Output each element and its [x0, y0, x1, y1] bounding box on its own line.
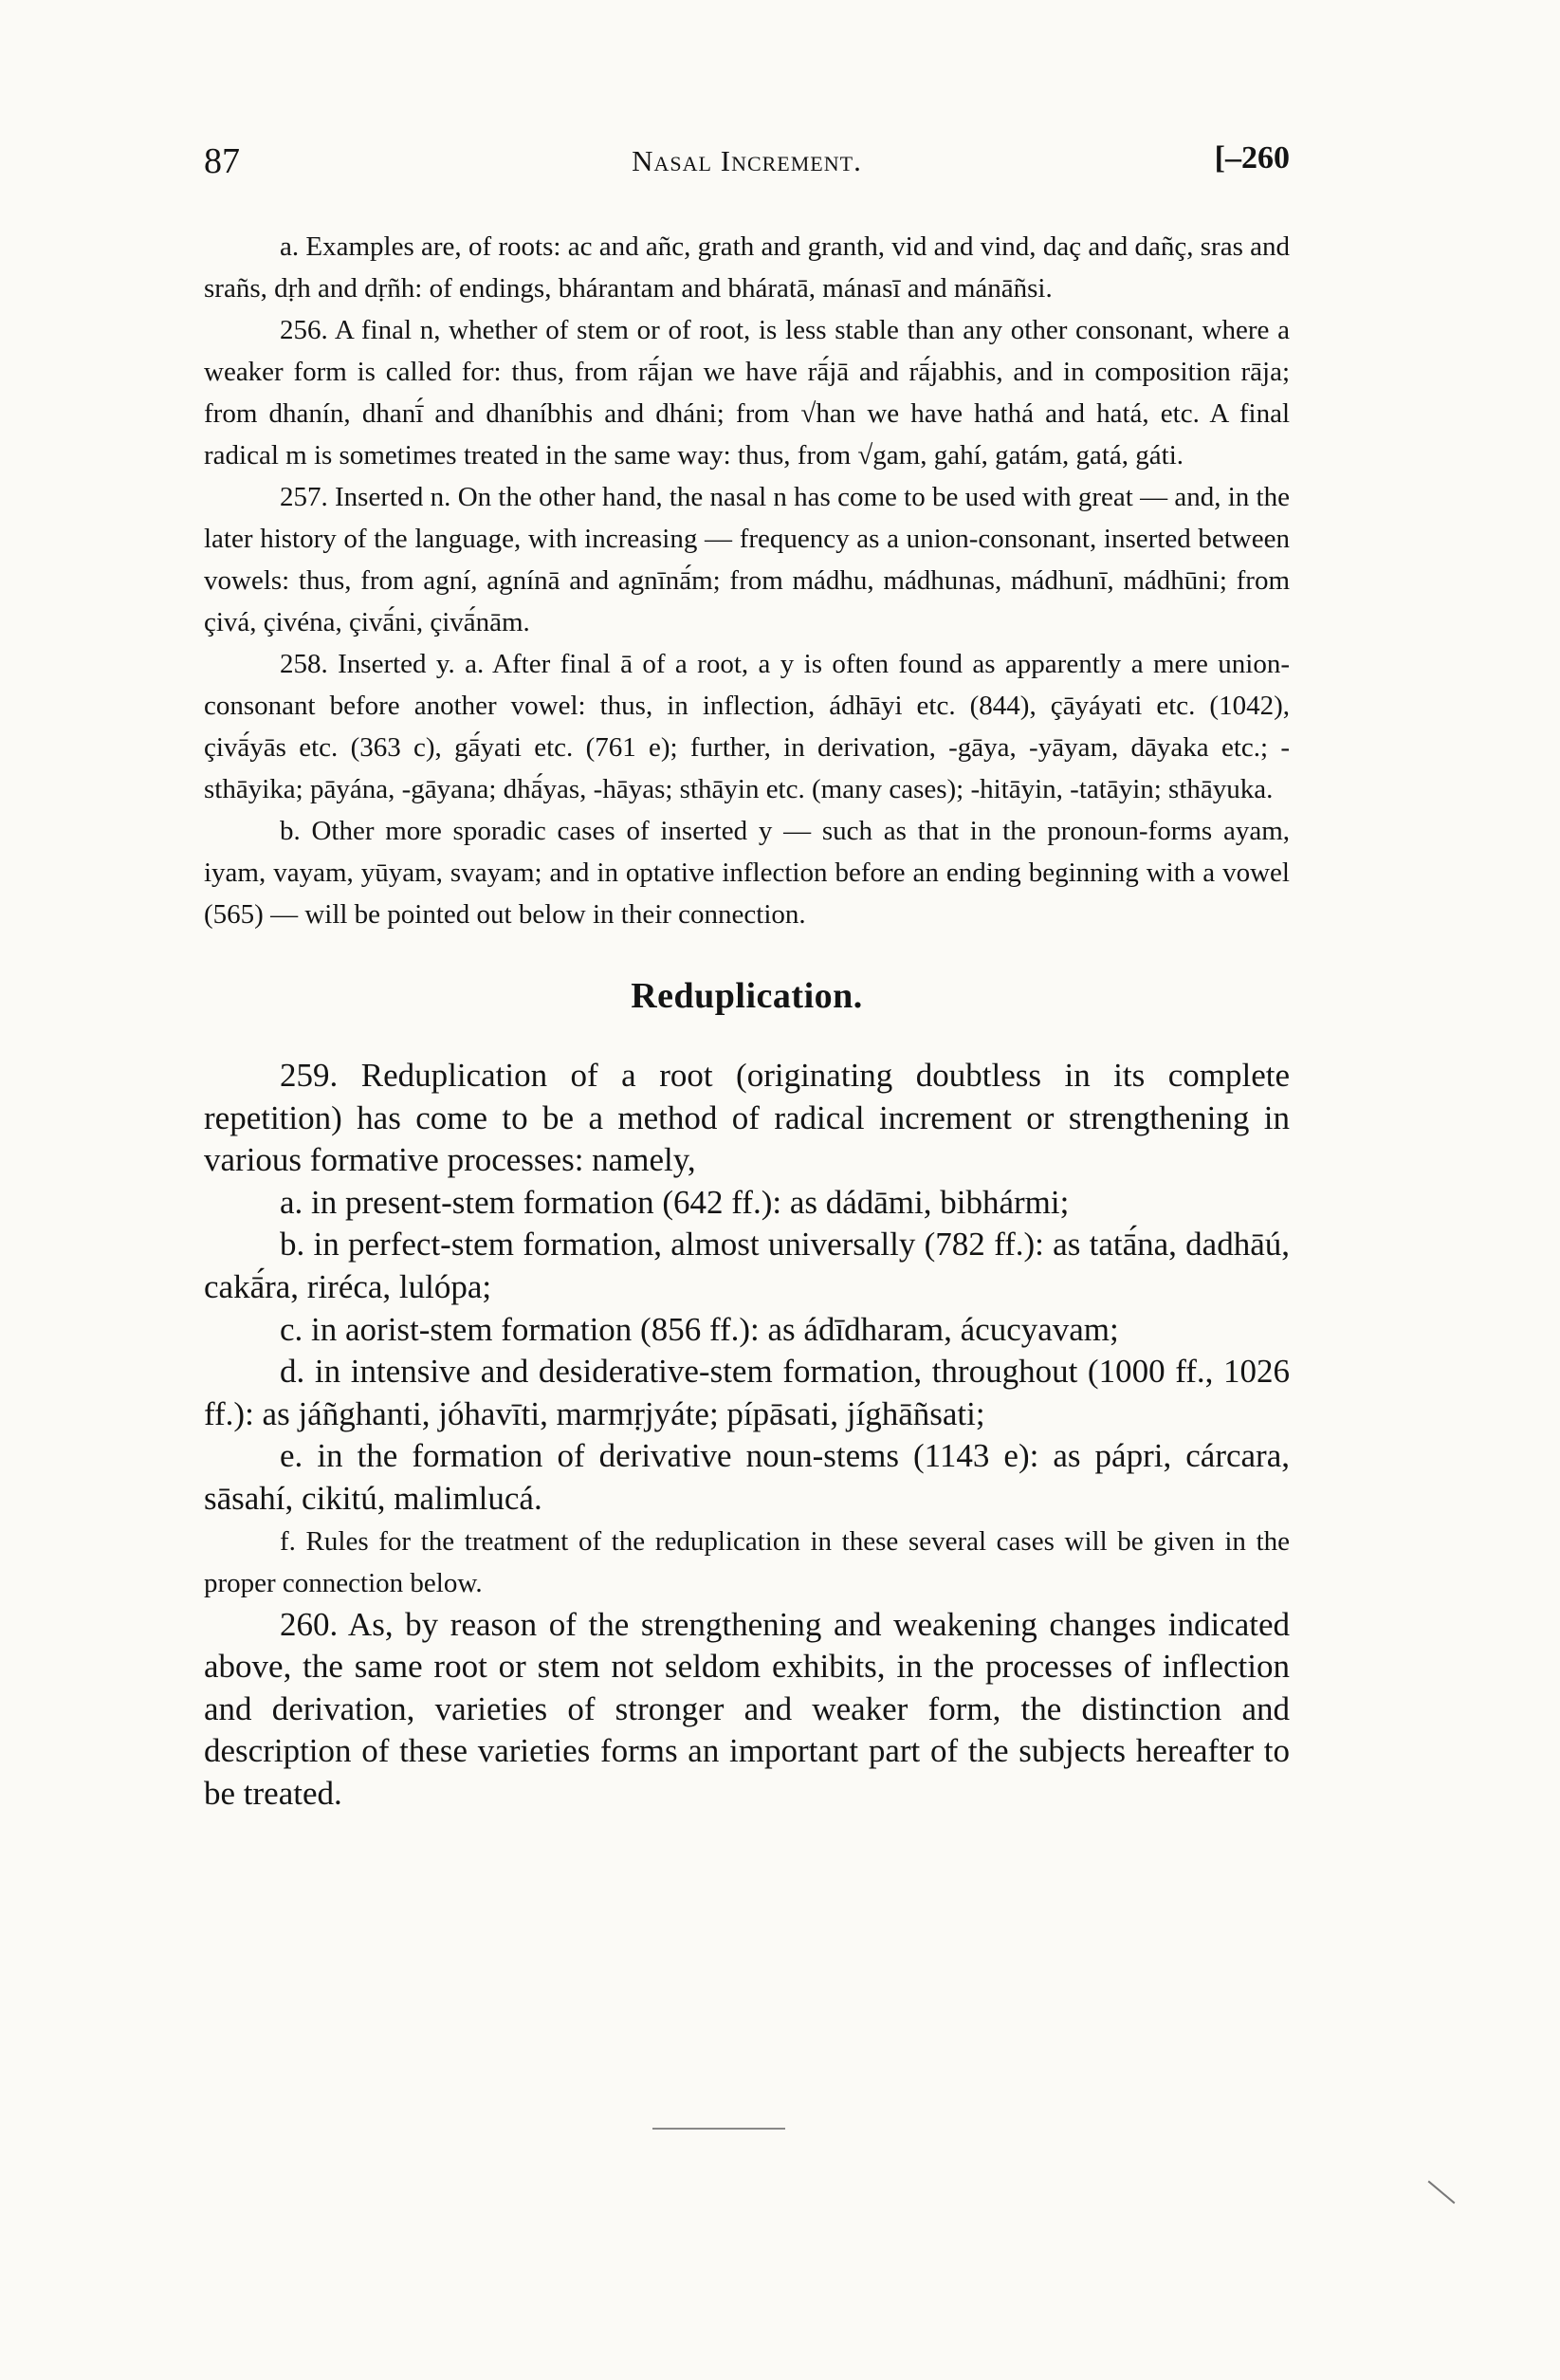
paragraph-259d: d. in intensive and desiderative-stem formation, throughout (1000 ff., 1026 ff.): as jáñghanti, jóhavīti, marmṛjyáte; pípāsati, jíghāñsati; [204, 1353, 1290, 1432]
paragraph-259f: f. Rules for the treatment of the reduplication in these several cases will be given in the proper connection below. [204, 1525, 1290, 1598]
page-number: 87 [204, 141, 240, 181]
section-heading: Reduplication. [631, 976, 863, 1016]
scan-mark [1428, 2181, 1456, 2205]
paragraph-259e: e. in the formation of derivative noun-stems (1143 e): as pápri, cárcara, sāsahí, cikitú, malimlucá. [204, 1437, 1290, 1517]
section-range: [–260 [1214, 140, 1290, 175]
paragraph-259c: c. in aorist-stem formation (856 ff.): as ádīdharam, ácucyavam; [280, 1310, 1119, 1348]
paragraph-259: 259. Reduplication of a root (originating doubtless in its complete repetition) has come to be a method of radical increment or strengthening in various formative processes: namely, [204, 1057, 1290, 1179]
running-head [204, 140, 1290, 197]
paragraph-257: 257. Inserted n. On the other hand, the nasal n has come to be used with great — and, in the later history of the language, with increasing — frequency as a union-consonant, inserted between vowels: thus, from agní, agnínā and agnīnā́m; from mádhu, mádhunas, mádhunī, mádhūni; from çivá, çivéna, çivā́ni, çivā́nām. [204, 482, 1290, 637]
paragraph-259b: b. in perfect-stem formation, almost universally (782 ff.): as tatā́na, dadhāú, cakā́ra, riréca, lulópa; [204, 1226, 1290, 1305]
page-body [204, 226, 1290, 1816]
end-rule [652, 2128, 785, 2130]
paragraph-258: 258. Inserted y. a. After final ā of a root, a y is often found as apparently a mere union-consonant before another vowel: thus, in inflection, ádhāyi etc. (844), çāyáyati etc. (1042), çivā́yās etc. (363 c), gā́yati etc. (761 e); further, in derivation, -gāya, -yāyam, dāyaka etc.; -sthāyika; pāyána, -gāyana; dhā́yas, -hāyas; sthāyin etc. (many cases); -hitāyin, -tatāyin; sthāyuka. [204, 649, 1290, 804]
running-title: Nasal Increment. [632, 144, 862, 177]
paragraph-256: 256. A final n, whether of stem or of root, is less stable than any other consonant, where a weaker form is called for: thus, from rā́jan we have rā́jā and rā́jabhis, and in composition rāja; from dhanín, dhanī́ and dhaníbhis and dháni; from √han we have hathá and hatá, etc. A final radical m is sometimes treated in the same way: thus, from √gam, gahí, gatám, gatá, gáti. [204, 315, 1290, 470]
paragraph-255a: a. Examples are, of roots: ac and añc, grath and granth, vid and vind, daç and dañç, sras and srañs, dṛh and dṛñh: of endings, bhárantam and bháratā, mánasī and mánāñsi. [204, 231, 1290, 304]
paragraph-258b: b. Other more sporadic cases of inserted y — such as that in the pronoun-forms ayam, iyam, vayam, yūyam, svayam; and in optative inflection before an ending beginning with a vowel (565) — will be pointed out below in their connection. [204, 816, 1290, 930]
paragraph-260: 260. As, by reason of the strengthening and weakening changes indicated above, the same root or stem not seldom exhibits, in the processes of inflection and derivation, varieties of stronger and weaker form, the distinction and description of these varieties forms an important part of the subjects hereafter to be treated. [204, 1605, 1290, 1812]
paragraph-259a: a. in present-stem formation (642 ff.): as dádāmi, bibhármi; [280, 1183, 1070, 1221]
